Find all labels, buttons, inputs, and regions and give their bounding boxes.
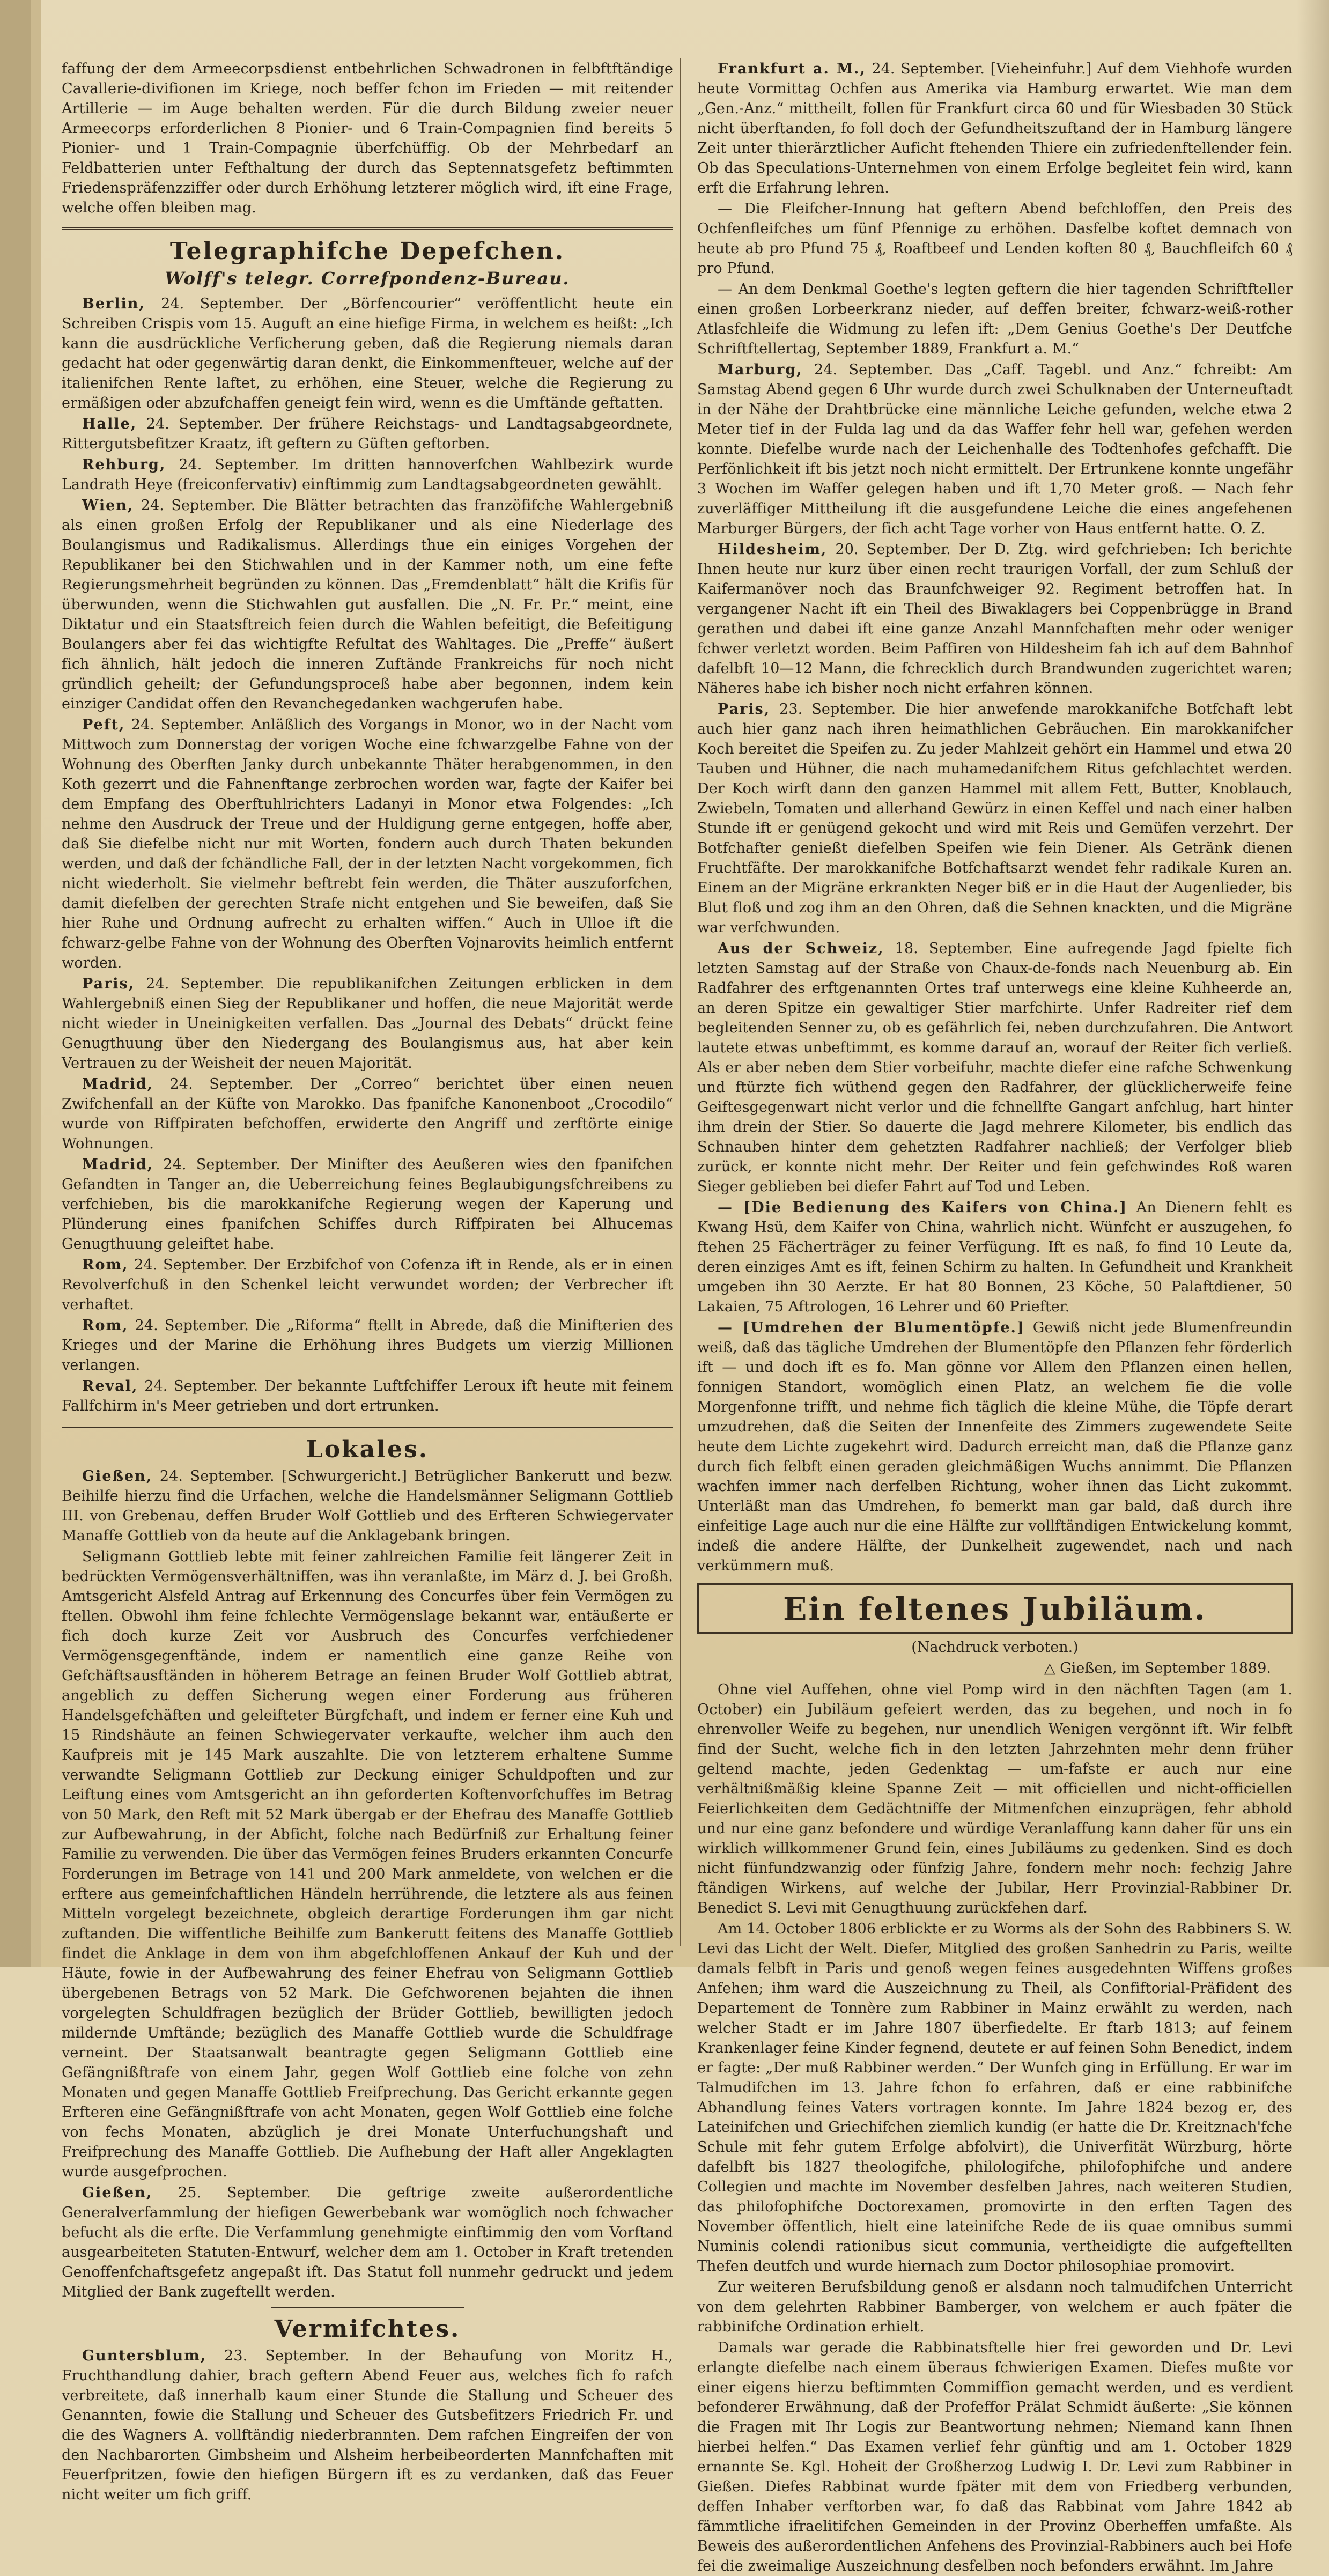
vermischtes-text: 23. September. In der Behaufung von Moritz H., Fruchthandlung dahier, brach geftern Abend Feuer aus, welches fich fo rafch verbreitete, daß innerhalb kaum einer Stunde die Stallung und Scheuer des Genannten, fowie die Stallung und Scheuer des Gutsbefitzers Friedrich Fr. und die des Wagners A. vollftändig niederbrannten. Dem rafchen Eingreifen der von den Nachbarorten Gimbsheim und Alsheim herbeibeorderten Mannfchaften mit Feuerfpritzen, fowie den hiefigen Bürgern ift es zu verdanken, daß das Feuer nicht weiter um fich griff. (62, 2348, 673, 2503)
jubilaeum-title: Ein feltenes Jubiläum. (783, 1591, 1207, 1627)
news-place: Aus der Schweiz, (718, 940, 884, 957)
lokales-place: Gießen, (82, 2184, 153, 2201)
telegram-text: 24. September. Die Blätter betrachten das franzöfifche Wahlergebniß als einen großen Erfolg der Republikaner und als eine Niederlage des Boulangismus und Radikalismus. Allerdings thue ein einiges Vorgehen der Republikaner bei den Stichwahlen und in der Kammer noth, um eine fefte Regierungsmehrheit begründen zu können. Das „Fremdenblatt“ hält die Krifis für überwunden, wenn die Stichwahlen gut ausfallen. Die „N. Fr. Pr.“ meint, eine Diktatur und ein Staatsftreich feien durch die Wahlen befeitigt, die Befeitigung Boulangers aber fei das wichtigfte Refultat des Wahltages. Die „Preffe“ äußert fich ähnlich, hält jedoch die inneren Zuftände Frankreichs für noch nicht gründlich geheilt; der Gefundungsproceß habe aber begonnen, indem kein einziger Candidat offen den Revanchegedanken wachgerufen habe. (62, 497, 673, 712)
lokales-text: Seligmann Gottlieb lebte mit feiner zahlreichen Familie feit längerer Zeit in bedrückten Vermögensverhältniffen, was ihn veranlaßte, im März d. J. bei Großh. Amtsgericht Alsfeld Antrag auf Erkennung des Concurfes über fein Vermögen zu ftellen. Obwohl ihm feine fchlechte Vermögenslage bekannt war, entäußerte er fich doch kurze Zeit vor Ausbruch des Concurfes verfchiedener Vermögensgegenftände, indem er namentlich eine ganze Reihe von Gefchäftsausftänden in höherem Betrage an feinen Bruder Wolf Gottlieb abtrat, angeblich zu deffen Sicherung wegen einer Forderung aus früheren Handelsgefchäften und geleifteter Bürgfchaft, und indem er ferner eine Kuh und 15 Rindshäute an feinen Schwiegervater verkaufte, welcher ihm auch den Kaufpreis mit je 145 Mark auszahlte. Die von letzterem erhaltene Summe verwandte Seligmann Gottlieb zur Deckung einiger Schuldpoften und zur Leiftung eines vom Amtsgericht an ihn geforderten Koftenvorfchuffes im Betrag von 50 Mark, den Reft mit 52 Mark übergab er der Ehefrau des Manaffe Gottlieb zur Aufbewahrung, in der Abficht, folche nach Bedürfniß zur Erhaltung feiner Familie zu verwenden. Die über das Vermögen feines Bruders erkannten Concurfe Forderungen im Betrage von 141 und 200 Mark anmeldete, von welchen er die erftere aus gemeinfchaftlichen Händeln herrührende, die letztere als aus feinen Mitteln vorgelegt bezeichnete, obgleich derartige Forderungen ihm gar nicht zuftanden. Die wiffentliche Beihilfe zum Bankerutt feitens des Manaffe Gottlieb findet die Anklage in dem von ihm abgefchloffenen Ankauf der Kuh und der Häute, fowie in der Aufbewahrung des feiner Ehefrau von Seligmann Gottlieb übergebenen Betrags von 52 Mark. Die Gefchworenen bejahten die ihnen vorgelegten Schuldfragen bezüglich der Brüder Gottlieb, bewilligten jedoch mildernde Umftände; bezüglich des Manaffe Gottlieb wurde die Schuldfrage verneint. Der Staatsanwalt beantragte gegen Seligmann Gottlieb eine Gefängnißftrafe von einem Jahr, gegen Wolf Gottlieb eine folche von zehn Monaten und gegen Manaffe Gottlieb Freifprechung. Das Gericht erkannte gegen Erfteren eine Gefängnißftrafe von acht Monaten, gegen Wolf Gottlieb eine folche von fechs Monaten, abzüglich je drei Monate Unterfuchungshaft und Freifprechung des Manaffe Gottlieb. Die Aufhebung der Haft aller Angeklagten wurde ausgefprochen. (62, 1548, 673, 2180)
telegram-place: Reval, (82, 1378, 138, 1394)
jubilaeum-paragraph: Am 14. October 1806 erblickte er zu Worms als der Sohn des Rabbiners S. W. Levi das Licht der Welt. Diefer, Mitglied des großen Sanhedrin zu Paris, weilte damals felbft in Paris und genoß wegen feines ausgedehnten Wiffens großes Anfehen; ihm ward die Auszeichnung zu Theil, als Confiftorial-Präfident des Departement de Tonnère zum Rabbiner in Mainz erwählt zu werden, nach welcher Stadt er im Jahre 1807 überfiedelte. Er ftarb 1813; auf feinem Krankenlager feine Kinder fegnend, deutete er auf feinen Sohn Benedict, indem er fagte: „Der muß Rabbiner werden.“ Der Wunfch ging in Erfüllung. Er war im Talmudifchen im 13. Jahre fchon fo erfahren, daß er eine rabbinifche Abhandlung feines Vaters vortragen konnte. Im Jahre 1824 bezog er, des Lateinifchen und Griechifchen ziemlich kundig (er hatte die Dr. Kreitznach'fche Schule mit fehr gutem Erfolge abfolvirt), die Univerfität Würzburg, hörte dafelbft bis 1827 theologifche, philologifche, philofophifche und andere Collegien und machte im November desfelben Jahres, nach weiteren Studien, das philofophifche Doctorexamen, promovirte in den erften Tagen des November öffentlich, hielt eine lateinifche Rede de iis quae omnibus summi Numinis colendi rationibus sicut communia, vertheidigte die aufgeftellten Thefen deutfch und wurde hiernach zum Doctor philosophiae promovirt. (697, 1921, 1293, 2275)
telegram-item (62, 496, 673, 714)
news-text: 18. September. Eine aufregende Jagd fpielte fich letzten Samstag auf der Straße von Chaux-de-fonds nach Neuenburg ab. Ein Radfahrer des erftgenannten Ortes traf unterwegs eine kleine Kuhheerde an, an deren Spitze ein gewaltiger Stier marfchirte. Unfer Radreiter rief dem begleitenden Senner zu, ob es gefährlich fei, neben durchzufahren. Die Antwort lautete etwas unbeftimmt, es komme darauf an, worauf der Reiter fich verließ. Als er aber neben dem Stier vorbeifuhr, machte diefer eine rafche Schwenkung und ftürzte fich wüthend gegen den Radfahrer, der glücklicherweife feine Geiftesgegenwart nicht verlor und die fchnellfte Gangart anfchlug, hart hinter ihm drein der Stier. So dauerte die Jagd mehrere Kilometer, bis endlich das Schnauben hinter dem gehetzten Radfahrer nachließ; der Verfolger blieb zurück, er konnte nicht mehr. Der Reiter und fein gefchwindes Roß waren Sieger geblieben bei diefer Fahrt auf Tod und Leben. (697, 940, 1293, 1195)
telegram-place: Rom, (82, 1317, 129, 1334)
news-item (697, 1198, 1293, 1317)
lokales-item (62, 2183, 673, 2302)
lokales-item (62, 1466, 673, 1546)
news-item (697, 699, 1293, 938)
telegram-place: Halle, (82, 416, 137, 432)
jubilaeum-reprint-note: (Nachdruck verboten.) (911, 1639, 1079, 1656)
telegram-text: 24. September. Der bekannte Luftfchiffer Leroux ift heute mit feinem Fallfchirm in's Meer getrieben und dort ertrunken. (62, 1378, 673, 1414)
telegram-place: Rehburg, (82, 456, 166, 473)
telegram-text: 24. September. Der Erzbifchof von Cofenza ift in Rende, als er in einen Revolverfchuß in den Schenkel leicht verwundet worden; der Verbrecher ift verhaftet. (62, 1257, 673, 1313)
telegram-text: 24. September. Die republikanifchen Zeitungen erblicken in dem Wahlergebniß einen Sieg der Republikaner und hoffen, die neue Majorität werde nicht wieder in Uneinigkeiten verfallen. Das „Journal des Debats“ drückt feine Genugthuung über den Niedergang des Boulangismus aus, hat aber kein Vertrauen zu der Weisheit der neuen Majorität. (62, 976, 673, 1072)
vermischtes-place: Guntersblum, (82, 2348, 207, 2364)
telegram-item (62, 455, 673, 494)
news-place: Frankfurt a. M., (718, 61, 866, 77)
telegram-place: Madrid, (82, 1156, 154, 1173)
telegram-place: Wien, (82, 497, 134, 514)
column-divider (680, 58, 681, 1946)
telegram-text: 24. September. Der Minifter des Aeußeren wies den fpanifchen Gefandten in Tanger an, die Ueberreichung feines Beglaubigungsfchreibens zu verfchieben, bis die marokkanifche Regierung wegen der Kaperung und Plünderung eines fpanifchen Schiffes durch Riffpiraten bei Alhucemas Genugthuung geleiftet habe. (62, 1156, 673, 1252)
news-text: 24. September. Das „Caff. Tagebl. und Anz.“ fchreibt: Am Samstag Abend gegen 6 Uhr wurde durch zwei Schulknaben der Unterneuftadt in der Nähe der Drahtbrücke eine männliche Leiche gefunden, welche etwa 2 Meter tief in der Fulda lag und da das Waffer fehr hell war, gefehen werden konnte. Diefelbe wurde nach der Leichenhalle des Todtenhofes gefchafft. Die Perfönlichkeit ift bis jetzt noch nicht ermittelt. Der Ertrunkene konnte ungefähr 3 Wochen im Waffer gelegen haben und ift 1,70 Meter groß. — Nach fehr zuverläffiger Mittheilung ift die ausgefundene Leiche die eines angefehenen Marburger Bürgers, der fich acht Tage vorher von Haus entfernt hatte. O. Z. (697, 361, 1293, 537)
jubilaeum-paragraph: Zur weiteren Berufsbildung genoß er alsdann noch talmudifchen Unterricht von dem gelehrten Rabbiner Bamberger, von welchem er auch fpäter die rabbinifche Ordination erhielt. (697, 2279, 1293, 2335)
jubilaeum-paragraph: Ohne viel Auffehen, ohne viel Pomp wird in den nächften Tagen (am 1. October) ein Jubiläum gefeiert werden, das zu begehen, und noch in fo ehrenvoller Weife zu begehen, nur unendlich Wenigen vergönnt ift. Wir felbft find der Sucht, welche fich in den letzten Jahrzehnten mehr denn früher geltend machte, jeden Gedenktag — um-fafste er auch nur eine verhältnißmäßig kleine Spanne Zeit — mit officiellen und nicht-officiellen Feierlichkeiten dem Gedächtniffe der Mitmenfchen einzuprägen, fehr abhold und nur eine ganz befondere und würdige Veranlaffung kann daher für uns ein wirklich willkommener Grund fein, eines Jubiläums zu gedenken. Sind es doch nicht fünfundzwanzig oder fünfzig Jahre, fondern mehr noch: fechzig Jahre ftändigen Wirkens, auf welche der Jubilar, Herr Provinzial-Rabbiner Dr. Benedict S. Levi mit Genugthuung zurückfehen darf. (697, 1681, 1293, 1916)
news-text: 24. September. [Vieheinfuhr.] Auf dem Viehhofe wurden heute Vormittag Ochfen aus Amerika via Hamburg erwartet. Wie man dem „Gen.-Anz.“ mittheilt, follen für Frankfurt circa 60 und für Wiesbaden 30 Stück nicht überftanden, fo foll doch der Gefundheitszuftand der in Hamburg längere Zeit unter thierärztlicher Auficht ftehenden Thiere ein zufriedenftellender fein. Ob das Speculations-Unternehmen von einem Erfolge begleitet fein wird, kann erft die Erfahrung lehren. (697, 61, 1293, 196)
telegram-text: 24. September. Der „Correo“ berichtet über einen neuen Zwifchenfall an der Küfte von Marokko. Das fpanifche Kanonenboot „Crocodilo“ wurde von Riffpiraten befchoffen, erwiderte den Angriff und zerftörte einige Wohnungen. (62, 1076, 673, 1152)
telegram-list (62, 294, 673, 1416)
left-column (62, 59, 673, 2503)
telegram-item (62, 414, 673, 454)
telegram-item (62, 974, 673, 1073)
telegram-text: 24. September. Der frühere Reichstags- und Landtagsabgeordnete, Rittergutsbefitzer Kraatz, ift geftern zu Güften geftorben. (62, 416, 673, 452)
page-fold-shadow (1297, 0, 1329, 1967)
lokales-place: Gießen, (82, 1468, 153, 1485)
telegram-place: Madrid, (82, 1076, 154, 1093)
news-place: Paris, (718, 701, 771, 718)
news-text: — An dem Denkmal Goethe's legten geftern die hier tagenden Schriftfteller einen großen Lorbeerkranz nieder, auf deffen breiter, fchwarz-weiß-rother Atlasfchleife die Widmung zu lefen ift: „Dem Genius Goethe's Der Deutfche Schriftftellertag, September 1889, Frankfurt a. M.“ (697, 281, 1293, 357)
telegram-item (62, 1155, 673, 1254)
news-place: — [Die Bedienung des Kaifers von China.] (718, 1199, 1128, 1216)
news-text: 20. September. Der D. Ztg. wird gefchrieben: Ich berichte Ihnen heute nur kurz über einen recht traurigen Vorfall, der zum Schluß der Kaifermanöver noch das Braunfchweiger 92. Regiment betroffen hat. In vergangener Nacht ift ein Theil des Biwaklagers bei Coppenbrügge in Brand gerathen und dabei ift eine ganze Anzahl Mannfchaften mehr oder weniger fchwer verletzt worden. Beim Paffiren von Hildesheim fah ich auf dem Bahnhof dafelbft 10—12 Mann, die fchrecklich durch Brandwunden zugerichtet waren; Näheres habe ich bisher noch nicht erfahren können. (697, 541, 1293, 697)
short-divider (271, 2307, 464, 2308)
right-column (697, 59, 1293, 2574)
telegram-text: 24. September. Anläßlich des Vorgangs in Monor, wo in der Nacht vom Mittwoch zum Donnerstag der vorigen Woche eine fchwarzgelbe Fahne von der Wohnung des Oberften Janky durch unbekannte Thäter herabgenommen, in den Koth gezerrt und die Fahnenftange zerbrochen worden war, fagte der Kaifer bei dem Empfang des Oberftuhlrichters Ladanyi in Monor etwa Folgendes: „Ich nehme den Ausdruck der Treue und der Huldigung gerne entgegen, hoffe aber, daß Sie diefelbe nicht nur mit Worten, fondern auch durch Thaten bekunden werden, und daß der fchändliche Fall, der in der letzten Nacht vorgekommen, fich nicht wiederholt. Sie vielmehr beftrebt fein werden, die Thäter auszuforfchen, damit diefelben der gerechten Strafe nicht entgehen und Sie beweifen, daß Sie hier Ruhe und Ordnung aufrecht zu erhalten wiffen.“ Auch in Ulloe ift die fchwarz-gelbe Fahne von der Wohnung des Oberften Vojnarovits heimlich entfernt worden. (62, 717, 673, 971)
telegram-place: Berlin, (82, 296, 145, 312)
telegram-text: 24. September. Die „Riforma“ ftellt in Abrede, daß die Minifterien des Krieges und der Marine die Erhöhung ihres Budgets um vierzig Millionen verlangen. (62, 1317, 673, 1374)
vermischtes-list (62, 2346, 673, 2505)
news-text: 23. September. Die hier anwefende marokkanifche Botfchaft lebt auch hier ganz nach ihren heimathlichen Gebräuchen. Ein marokkanifcher Koch bereitet die Speifen zu. Zu jeder Mahlzeit gehört ein Hammel und etwa 20 Tauben und Hühner, die nach muhamedanifchem Ritus gefchlachtet werden. Der Koch wirft dann den ganzen Hammel mit allem Fett, Butter, Knoblauch, Zwiebeln, Tomaten und allerhand Gewürz in einen Keffel und nach einer halben Stunde ift er genügend gekocht und wird mit Reis und Gemüfen verzehrt. Der Botfchafter genießt diefelben Speifen wie fein Diener. Als Getränk dienen Fruchtfäfte. Der marokkanifche Botfchaftsarzt wendet fehr radikale Kuren an. Einem an der Migräne erkrankten Neger biß er in die Haut der Augenlieder, bis Blut floß und zog ihm an den Ohren, daß die Sehnen knackten, und die Migräne war verfchwunden. (697, 701, 1293, 936)
news-list (697, 59, 1293, 1576)
telegram-item (62, 1376, 673, 1416)
telegram-item (62, 1316, 673, 1375)
news-text: — Die Fleifcher-Innung hat geftern Abend befchloffen, den Preis des Ochfenfleifches um fünf Pfennige zu erhöhen. Dasfelbe koftet demnach von heute ab pro Pfund 75 ₰, Roaftbeef und Lenden koften 80 ₰, Bauchfleifch 60 ₰ pro Pfund. (697, 201, 1293, 277)
telegram-place: Paris, (82, 976, 135, 992)
section-divider (62, 1426, 673, 1428)
telegraph-heading: Telegraphifche Depefchen. (169, 238, 565, 265)
section-divider (62, 227, 673, 230)
telegram-item (62, 715, 673, 973)
telegram-item (62, 1255, 673, 1315)
jubilaeum-body (697, 1680, 1293, 2576)
lokales-list (62, 1466, 673, 2302)
intro-paragraph: faffung der dem Armeecorpsdienst entbehrlichen Schwadronen in felbftftändige Cavallerie-divifionen im Kriege, noch beffer fchon im Frieden — mit reitender Artillerie — im Auge behalten werden. Für die durch Bildung zweier neuer Armeecorps erforderlichen 8 Pionier- und 6 Train-Compagnien find bereits 5 Pionier- und 1 Train-Compagnie überfchüffig. Ob der Mehrbedarf an Feldbatterien unter Fefthaltung der durch das Septennatsgefetz beftimmten Friedenspräfenzziffer oder durch Erhöhung letzterer möglich wird, ift eine Frage, welche offen bleiben mag. (62, 61, 673, 216)
news-item (697, 939, 1293, 1197)
news-place: — [Umdrehen der Blumentöpfe.] (718, 1319, 1025, 1336)
telegram-place: Rom, (82, 1257, 129, 1273)
news-item (697, 1318, 1293, 1576)
news-place: Hildesheim, (718, 541, 828, 558)
news-place: Marburg, (718, 361, 803, 378)
binding-edge (0, 0, 31, 1967)
telegram-place: Peft, (82, 717, 125, 733)
lokales-item (62, 1547, 673, 2182)
jubilaeum-dateline: △ Gießen, im September 1889. (1044, 1660, 1271, 1677)
jubilaeum-paragraph: Damals war gerade die Rabbinatsftelle hier frei geworden und Dr. Levi erlangte diefelbe nach einem überaus fchwierigen Examen. Diefes mußte vor einer eigens hierzu beftimmten Commiffion gemacht werden, und es verdient befonderer Erwähnung, daß der Profeffor Prälat Schmidt äußerte: „Sie können die Fragen mit Ihr Logis zur Beantwortung nehmen; Niemand kann Ihnen hierbei helfen.“ Das Examen verlief fehr günftig und am 1. October 1829 ernannte Se. Kgl. Hoheit der Großherzog Ludwig I. Dr. Levi zum Rabbiner in Gießen. Diefes Rabbinat wurde fpäter mit dem von Friedberg verbunden, deffen Inhaber verftorben war, fo daß das Rabbinat vom Jahre 1842 ab fämmtliche ifraelitifchen Gemeinden in der Provinz Oberheffen umfaßte. Als Beweis des außerordentlichen Anfehens des Provinzial-Rabbiners auch bei Hofe fei die zweimalige Auszeichnung desfelben noch befonders erwähnt. Im Jahre (697, 2339, 1293, 2574)
jubilaeum-title-frame (697, 1583, 1293, 1634)
vermischtes-heading: Vermifchtes. (274, 2315, 461, 2343)
telegram-item (62, 1074, 673, 1154)
news-item (697, 59, 1293, 198)
telegram-text: 24. September. Der „Börfencourier“ veröffentlicht heute ein Schreiben Crispis vom 15. Auguft an eine hiefige Firma, in welchem es heißt: „Ich kann die ausdrückliche Verficherung geben, daß die Regierung niemals daran gedacht hat oder gegenwärtig daran denkt, die Einkommenfteuer, welche auf der italienifchen Rente laftet, zu erhöhen, eine Steuer, welche die Regierung zu ermäßigen oder abzufchaffen geneigt fein wird, wenn es die Umftände geftatten. (62, 296, 673, 411)
lokales-heading: Lokales. (306, 1436, 429, 1463)
lokales-text: 24. September. [Schwurgericht.] Betrüglicher Bankerutt und bezw. Beihilfe hierzu find die Urfachen, welche die Handelsmänner Seligmann Gottlieb III. von Grebenau, deffen Bruder Wolf Gottlieb und des Erfteren Schwiegervater Manaffe Gottlieb von da heute auf die Anklagebank bringen. (62, 1468, 673, 1544)
lokales-text: 25. September. Die geftrige zweite außerordentliche Generalverfammlung der hiefigen Gewerbebank war womöglich noch fchwacher befucht als die erfte. Die Verfammlung genehmigte einftimmig den vom Vorftand ausgearbeiteten Statuten-Entwurf, welcher dem am 1. October in Kraft tretenden Genoffenfchaftsgefetz angepaßt ift. Das Statut foll nunmehr gedruckt und jedem Mitglied der Bank zugeftellt werden. (62, 2184, 673, 2300)
news-item (697, 279, 1293, 359)
news-item (697, 199, 1293, 278)
news-item (697, 360, 1293, 538)
news-text: An Dienern fehlt es Kwang Hsü, dem Kaifer von China, wahrlich nicht. Wünfcht er auszugehen, fo ftehen 25 Fächerträger zu feiner Verfügung. Ift es naß, fo find 10 Leute da, deren einziges Amt es ift, feinen Schirm zu halten. In Gefundheit und Krankheit umgeben ihn 30 Aerzte. Er hat 80 Bonnen, 23 Köche, 50 Palaftdiener, 50 Lakaien, 75 Aftrologen, 16 Lehrer und 60 Priefter. (697, 1199, 1293, 1315)
telegraph-subheading: Wolff's telegr. Correfpondenz-Bureau. (165, 268, 570, 289)
news-text: Gewiß nicht jede Blumenfreundin weiß, daß das tägliche Umdrehen der Blumentöpfe den Pflanzen fehr förderlich ift — und doch ift es fo. Man gönne vor Allem den Pflanzen einen hellen, fonnigen Standort, womöglich einen Platz, an welchem fie die volle Morgenfonne trifft, und nehme fich täglich die kleine Mühe, die Töpfe derart umzudrehen, daß die Seiten der Innenfeite des Zimmers zugewendete Seite heute dem Lichte zugekehrt wird. Dadurch erreicht man, daß die Pflanze ganz durch fich felbft einen geraden gleichmäßigen Wuchs annimmt. Die Pflanzen wachfen immer nach derfelben Richtung, woher ihnen das Licht zukommt. Unterläßt man das Umdrehen, fo bemerkt man gar bald, daß durch ihre einfeitige Lage auch nur die eine Hälfte zur vollftändigen Entwickelung kommt, indeß die andere Hälfte, der Dunkelheit zugewendet, nach und nach verkümmern muß. (697, 1319, 1293, 1574)
vermischtes-item (62, 2346, 673, 2505)
telegram-text: 24. September. Im dritten hannoverfchen Wahlbezirk wurde Landrath Heye (freiconfervativ) einftimmig zum Landtagsabgeordneten gewählt. (62, 456, 673, 493)
telegram-item (62, 294, 673, 413)
binding-edge-inner (31, 0, 41, 1967)
news-item (697, 540, 1293, 698)
